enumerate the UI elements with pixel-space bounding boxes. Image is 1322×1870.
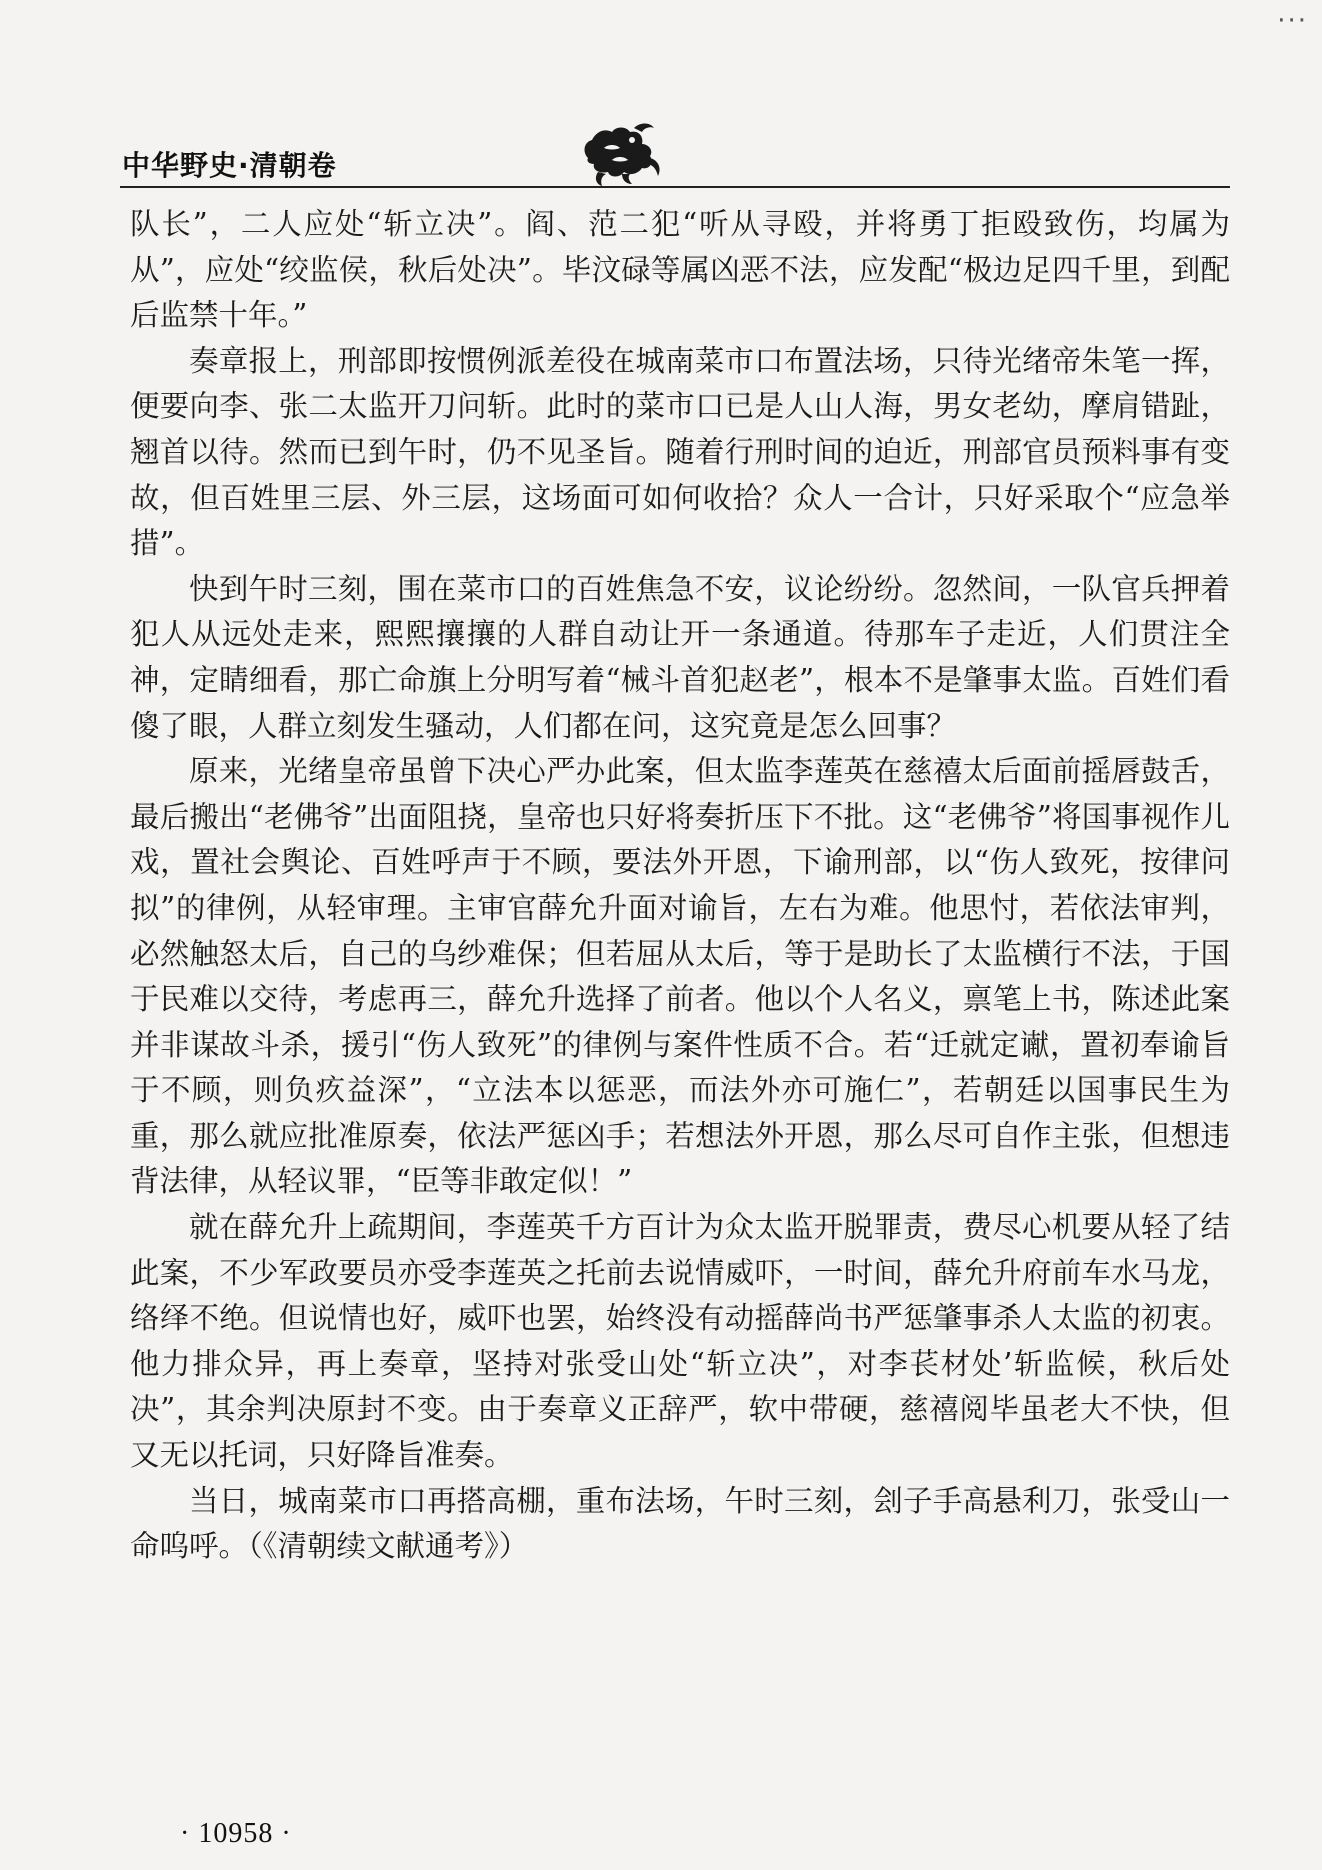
paragraph: 快到午时三刻，围在菜市口的百姓焦急不安，议论纷纷。忽然间，一队官兵押着犯人从远处走来，熙熙攘攘的人群自动让开一条通道。待那车子走近，人们贯注全神，定睛细看，那亡命旗上分明写着“械斗首犯赵老”，根本不是肇事太监。百姓们看傻了眼，人群立刻发生骚动，人们都在问，这究竟是怎么回事？ [130, 571, 1230, 743]
paragraph: 奏章报上，刑部即按惯例派差役在城南菜市口布置法场，只待光绪帝朱笔一挥，便要向李、张二太监开刀问斩。此时的菜市口已是人山人海，男女老幼，摩肩错趾，翘首以待。然而已到午时，仍不见圣旨。随着行刑时间的迫近，刑部官员预料事有变故，但百姓里三层、外三层，这场面可如何收拾？众人一合计，只好采取个“应急举措”。 [130, 343, 1230, 561]
paragraph: 原来，光绪皇帝虽曾下决心严办此案，但太监李莲英在慈禧太后面前摇唇鼓舌，最后搬出“老佛爷”出面阻挠，皇帝也只好将奏折压下不批。这“老佛爷”将国事视作儿戏，置社会舆论、百姓呼声于不顾，要法外开恩，下谕刑部，以“伤人致死，按律问拟”的律例，从轻审理。主审官薛允升面对谕旨，左右为难。他思忖，若依法审判，必然触怒太后，自己的乌纱难保；但若屈从太后，等于是助长了太监横行不法，于国于民难以交待，考虑再三，薛允升选择了前者。他以个人名义，禀笔上书，陈述此案并非谋故斗杀，援引“伤人致死”的律例与案件性质不合。若“迁就定谳，置初奉谕旨于不顾，则负疚益深”，“立法本以惩恶，而法外亦可施仁”，若朝廷以国事民生为重，那么就应批准原奏，依法严惩凶手；若想法外开恩，那么尽可自作主张，但想违背法律，从轻议罪，“臣等非敢定似！” [130, 754, 1230, 1199]
page-header [120, 140, 1230, 188]
paragraph: 就在薛允升上疏期间，李莲英千方百计为众太监开脱罪责，费尽心机要从轻了结此案，不少军政要员亦受李莲英之托前去说情威吓，一时间，薛允升府前车水马龙，络绎不绝。但说情也好，威吓也罢，始终没有动摇薛尚书严惩肇事杀人太监的初衷。他力排众异，再上奏章，坚持对张受山处“斩立决”，对李苌材处’斩监候，秋后处决”，其余判决原封不变。由于奏章义正辞严，软中带硬，慈禧阅毕虽老大不快，但又无以托词，只好降旨准奏。 [130, 1210, 1230, 1473]
book-title: 中华野史·清朝卷 [122, 149, 337, 182]
header-rule [120, 186, 1230, 188]
page-number: · 10958 · [180, 1818, 292, 1849]
dragon-emblem-icon [578, 118, 664, 188]
paragraph: 当日，城南菜市口再搭高棚，重布法场，午时三刻，刽子手高悬利刀，张受山一命呜呼。（《清朝续文献通考》） [130, 1483, 1230, 1564]
body-text [130, 202, 1230, 1570]
paragraph: 队长”，二人应处“斩立决”。阎、范二犯“听从寻殴，并将勇丁拒殴致伤，均属为从”，应处“绞监侯，秋后处决”。毕汶碌等属凶恶不法，应发配“极边足四千里，到配后监禁十年。” [130, 207, 1230, 333]
corner-mark: ··· [1277, 6, 1308, 36]
